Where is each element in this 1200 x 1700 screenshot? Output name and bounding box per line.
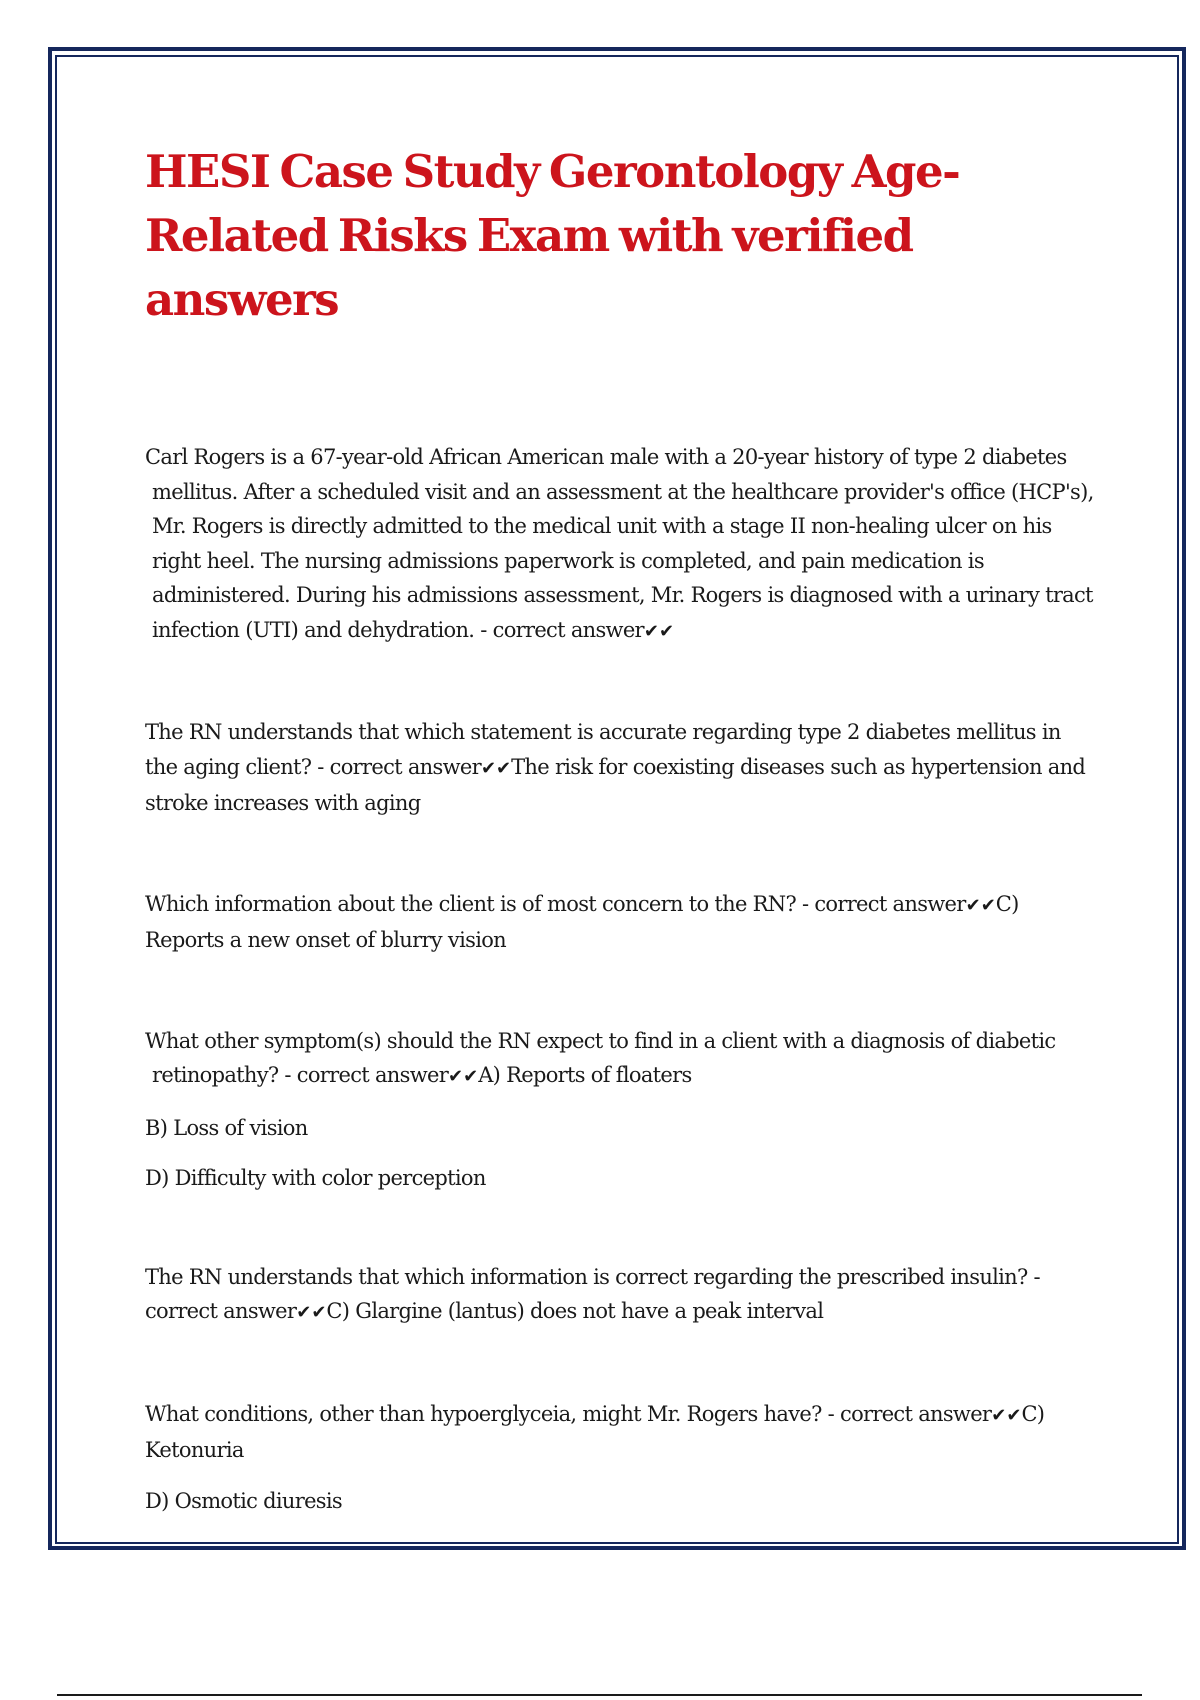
question-text: What conditions, other than hypoerglyceia, might Mr. Rogers have? - correct answer xyxy=(145,1401,992,1426)
qa-item xyxy=(145,715,1095,821)
answer-option: D) Osmotic diuresis xyxy=(145,1488,342,1513)
qa-item xyxy=(145,1024,1095,1095)
check-mark-icon: ✔✔ xyxy=(448,1066,479,1087)
answer-text: The risk for coexisting diseases such as hypertension and stroke increases with aging xyxy=(145,754,1086,815)
check-mark-icon: ✔✔ xyxy=(965,894,996,916)
document-content xyxy=(145,140,1095,1518)
answer-text: C) Ketonuria xyxy=(145,1401,1045,1462)
qa-item xyxy=(145,1397,1095,1468)
answer-text: A) Reports of floaters xyxy=(478,1063,692,1087)
qa-item xyxy=(145,1260,1095,1331)
answer-text: C) Glargine (lantus) does not have a peak interval xyxy=(326,1299,824,1323)
qa-item xyxy=(145,887,1095,958)
question-text: Carl Rogers is a 67-year-old African American male with a 20-year history of type 2 diabetes mellitus. After a scheduled visit and an assessment at the healthcare provider's office (HCP's), Mr. Rogers is directly admitted to the medical unit with a stage II non-healing ulcer on his right heel. The nursing admissions paperwork is completed, and pain medication is administered. During his admissions assessment, Mr. Rogers is diagnosed with a urinary tract infection (UTI) and dehydration. - correct answer xyxy=(145,445,1094,642)
check-mark-icon: ✔✔ xyxy=(991,1404,1022,1426)
check-mark-icon: ✔✔ xyxy=(643,620,675,642)
question-text: Which information about the client is of most concern to the RN? - correct answer xyxy=(145,891,966,916)
question-text: What other symptom(s) should the RN expect to find in a client with a diagnosis of diabetic retinopathy? - correct answer xyxy=(145,1028,1056,1087)
document-title: HESI Case Study Gerontology Age-Related Risks Exam with verified answers xyxy=(145,145,960,326)
answer-text: C) Reports a new onset of blurry vision xyxy=(145,891,1019,952)
check-mark-icon: ✔✔ xyxy=(296,1302,327,1323)
answer-option: B) Loss of vision xyxy=(145,1115,308,1140)
footer-divider xyxy=(57,1694,1142,1696)
question-text: The RN understands that which information is correct regarding the prescribed insulin? - correct answer xyxy=(145,1264,1040,1323)
check-mark-icon: ✔✔ xyxy=(480,757,512,779)
qa-item-intro xyxy=(145,440,1095,649)
question-text: The RN understands that which statement is accurate regarding type 2 diabetes mellitus in the aging client? - correct answer xyxy=(145,720,1061,779)
answer-option: D) Difficulty with color perception xyxy=(145,1166,486,1190)
